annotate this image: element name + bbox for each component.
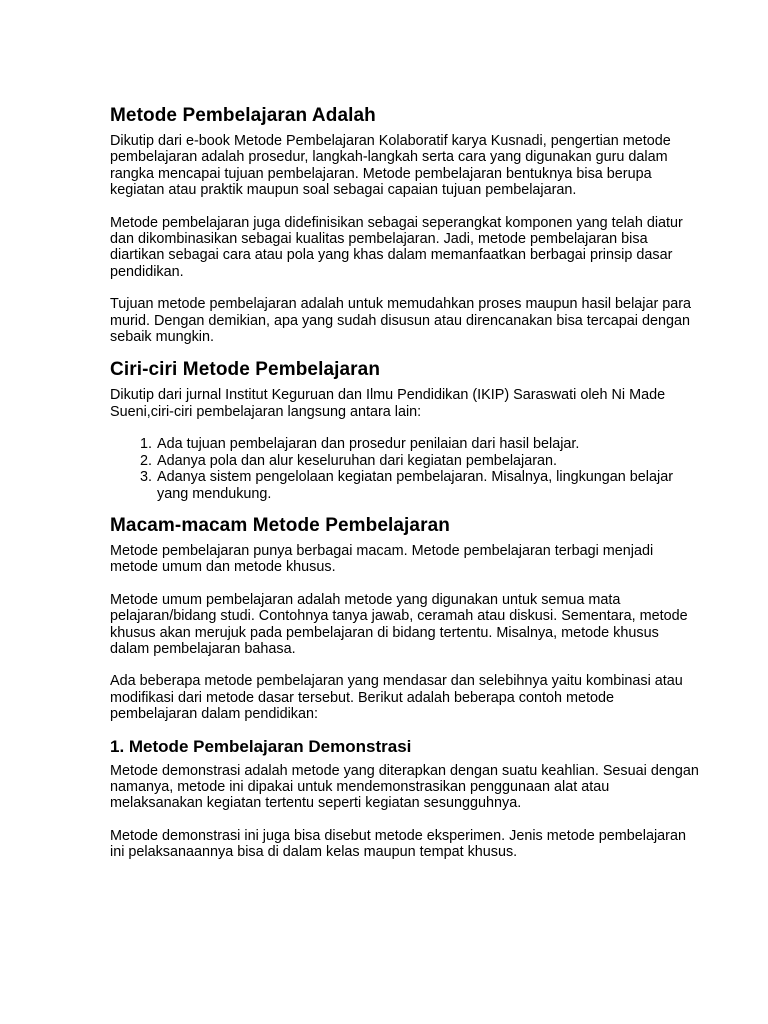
paragraph: Metode demonstrasi ini juga bisa disebut metode eksperimen. Jenis metode pembelajaran ini pelaksanaannya bisa di dalam kelas maupun tempat khusus. — [110, 827, 686, 861]
list-item: 2. Adanya pola dan alur keseluruhan dari kegiatan pembelajaran. — [156, 453, 700, 469]
list-item: 3. Adanya sistem pengelolaan kegiatan pembelajaran. Misalnya, lingkungan belajar yang mendukung. — [156, 469, 700, 502]
paragraph: Tujuan metode pembelajaran adalah untuk memudahkan proses maupun hasil belajar para murid. Dengan demikian, apa yang sudah disusun atau direncanakan bisa tercapai dengan sebaik mungkin. — [110, 296, 692, 346]
paragraph: Dikutip dari e-book Metode Pembelajaran Kolaboratif karya Kusnadi, pengertian metode pembelajaran adalah prosedur, langkah-langkah serta cara yang digunakan guru dalam rangka mencapai tujuan pembelajaran. Metode pembelajaran bentuknya bisa berupa kegiatan atau praktik maupun soal sebagai capaian tujuan pembelajaran. — [110, 133, 671, 199]
list-item: 1. Ada tujuan pembelajaran dan prosedur penilaian dari hasil belajar. — [156, 436, 700, 452]
paragraph: Ada beberapa metode pembelajaran yang mendasar dan selebihnya yaitu kombinasi atau modifikasi dari metode dasar tersebut. Berikut adalah beberapa contoh metode pembelajaran dalam pendidikan: — [110, 673, 683, 723]
paragraph: Dikutip dari jurnal Institut Keguruan dan Ilmu Pendidikan (IKIP) Saraswati oleh Ni Made Sueni,ciri-ciri pembelajaran langsung antara lain: — [110, 387, 666, 420]
heading-metode-pembelajaran-demonstrasi: 1. Metode Pembelajaran Demonstrasi — [110, 736, 412, 756]
heading-ciri-ciri-metode-pembelajaran: Ciri-ciri Metode Pembelajaran — [110, 359, 381, 381]
criteria-list — [110, 436, 700, 502]
paragraph: Metode demonstrasi adalah metode yang diterapkan dengan suatu keahlian. Sesuai dengan namanya, metode ini dipakai untuk mendemonstrasikan penggunaan alat atau melaksanakan kegiatan tertentu seperti kegiatan sesungguhnya. — [110, 762, 699, 812]
paragraph: Metode pembelajaran punya berbagai macam. Metode pembelajaran terbagi menjadi metode umum dan metode khusus. — [110, 542, 654, 576]
heading-metode-pembelajaran-adalah: Metode Pembelajaran Adalah — [110, 105, 376, 126]
paragraph: Metode pembelajaran juga didefinisikan sebagai seperangkat komponen yang telah diatur dan dikombinasikan sebagai kualitas pembelajaran. Jadi, metode pembelajaran bisa diartikan sebagai cara atau pola yang khas dalam memanfaatkan berbagai prinsip dasar pendidikan. — [110, 214, 683, 280]
heading-macam-macam-metode-pembelajaran: Macam-macam Metode Pembelajaran — [110, 514, 450, 536]
paragraph: Metode umum pembelajaran adalah metode yang digunakan untuk semua mata pelajaran/bidang studi. Contohnya tanya jawab, ceramah atau diskusi. Sementara, metode khusus akan merujuk pada pembelajaran di bidang tertentu. Misalnya, metode khusus dalam pembelajaran bahasa. — [110, 591, 688, 657]
document-page — [110, 104, 700, 877]
